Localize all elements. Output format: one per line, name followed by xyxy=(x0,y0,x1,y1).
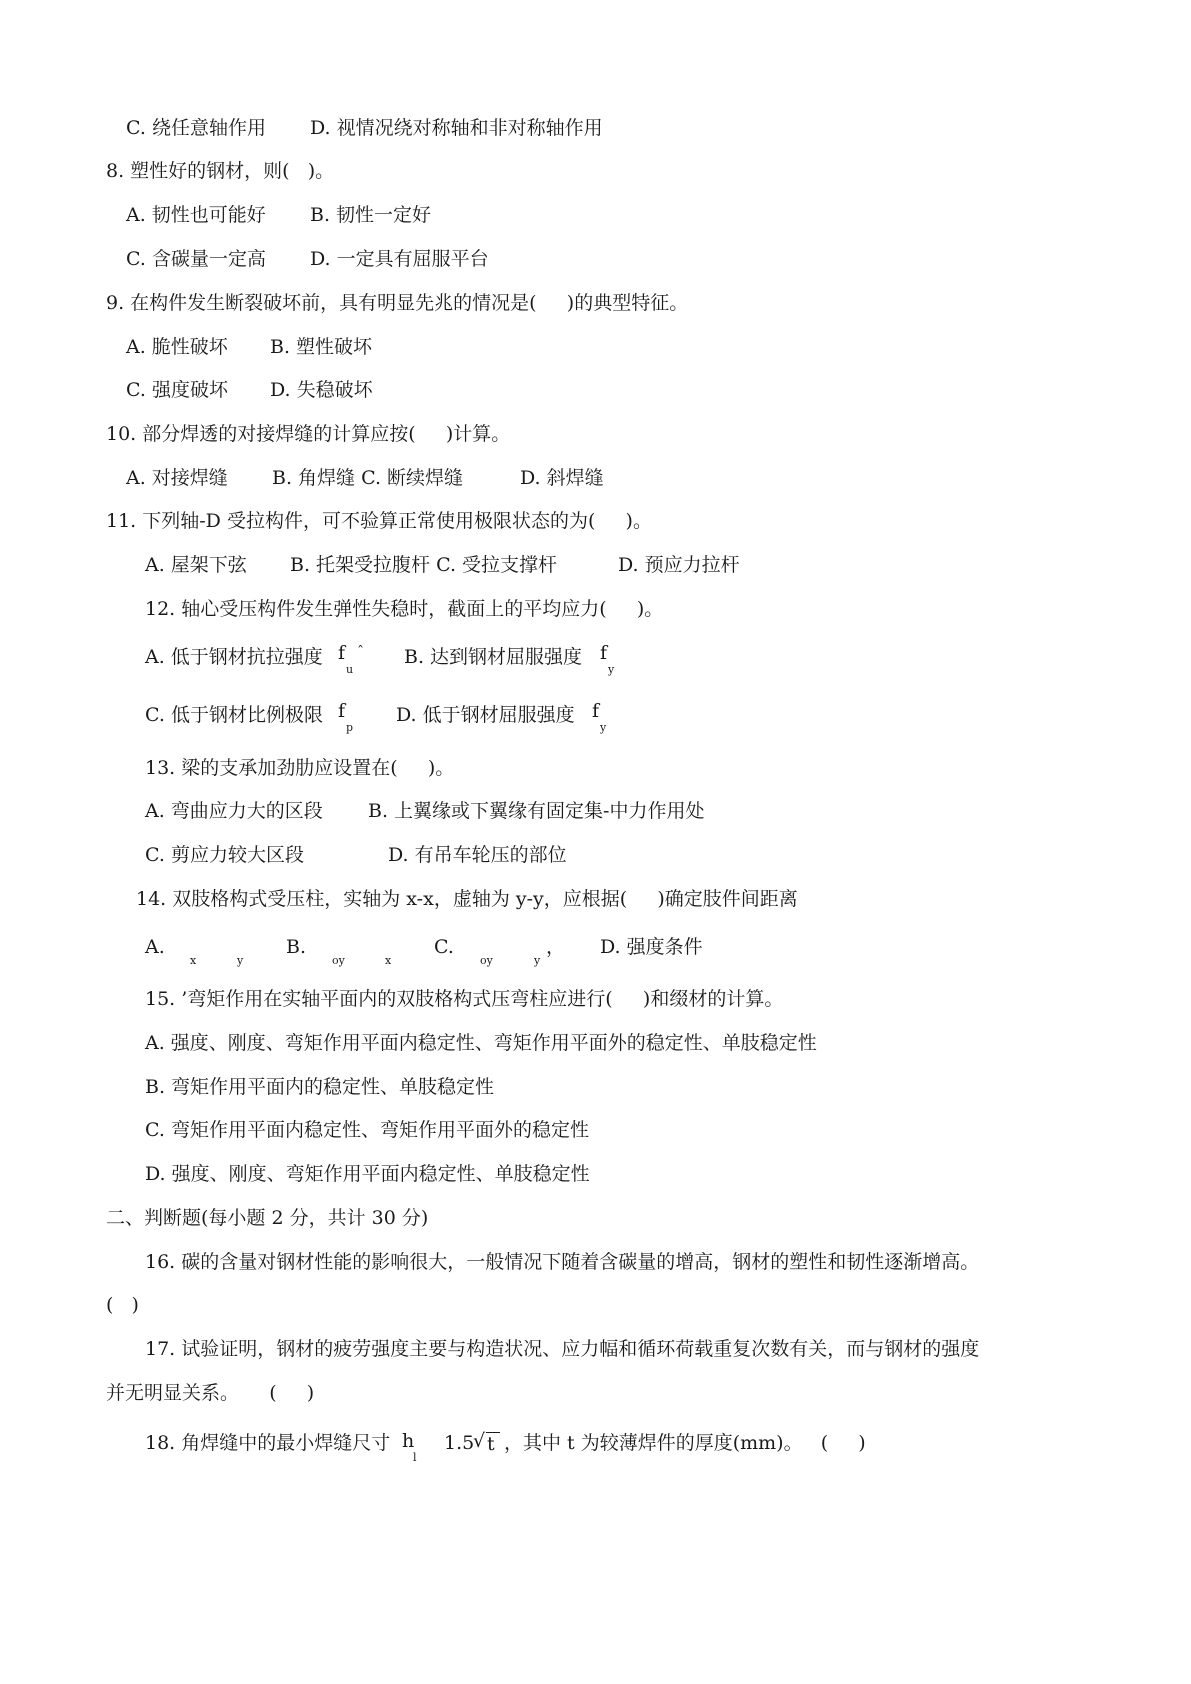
q13-option-c: C. 剪应力较大区段 xyxy=(145,844,304,866)
q8-option-a: A. 韧性也可能好 xyxy=(126,204,266,226)
q14-option-a-subscript-1: x xyxy=(190,954,197,967)
q14-option-a: A. xyxy=(145,936,165,958)
q16-answer-bracket: ( ) xyxy=(106,1294,139,1316)
q12-stem: 12. 轴心受压构件发生弹性失稳时，截面上的平均应力( )。 xyxy=(145,598,664,620)
q8-option-c: C. 含碳量一定高 xyxy=(126,248,266,270)
q10-option-d: D. 斜焊缝 xyxy=(520,467,604,489)
q15-option-c: C. 弯矩作用平面内稳定性、弯矩作用平面外的稳定性 xyxy=(145,1119,589,1141)
q10-option-b: B. 角焊缝 C. 断续焊缝 xyxy=(272,467,464,489)
q14-option-b-subscript-1: oy xyxy=(332,954,345,967)
q14-option-c-comma: ， xyxy=(546,936,566,958)
q18-stem-prefix: 18. 角焊缝中的最小焊缝尺寸 xyxy=(145,1432,391,1454)
q14-option-b: B. xyxy=(286,936,307,958)
q8-stem: 8. 塑性好的钢材，则( )。 xyxy=(106,160,335,182)
q12-option-c-symbol: f xyxy=(338,700,346,722)
q14-option-a-subscript-2: y xyxy=(237,954,244,967)
q14-option-d: D. 强度条件 xyxy=(600,936,703,958)
q12-option-a-subscript: u xyxy=(346,663,354,676)
q18-t-symbol: t xyxy=(487,1433,495,1455)
q9-option-d: D. 失稳破坏 xyxy=(270,379,373,401)
q10-stem: 10. 部分焊透的对接焊缝的计算应按( )计算。 xyxy=(106,423,511,445)
q18-h-symbol: h xyxy=(402,1430,415,1452)
q13-option-a: A. 弯曲应力大的区段 xyxy=(145,800,323,822)
q11-option-b: B. 托架受拉腹杆 C. 受拉支撑杆 xyxy=(290,554,558,576)
q15-stem: 15. ’弯矩作用在实轴平面内的双肢格构式压弯柱应进行( )和缀材的计算。 xyxy=(145,988,784,1010)
section-heading: 二、判断题(每小题 2 分，共计 30 分) xyxy=(106,1207,429,1229)
q12-option-a: A. 低于钢材抗拉强度 xyxy=(145,646,323,668)
q18-stem-suffix: ，其中 t 为较薄焊件的厚度(mm)。 ( ) xyxy=(504,1432,866,1454)
q14-stem: 14. 双肢格构式受压柱，实轴为 x-x，虚轴为 y-y，应根据( )确定肢件间距离 xyxy=(136,888,798,910)
q8-option-d: D. 一定具有屈服平台 xyxy=(310,248,489,270)
q9-stem: 9. 在构件发生断裂破坏前，具有明显先兆的情况是( )的典型特征。 xyxy=(106,292,689,314)
q9-option-c: C. 强度破坏 xyxy=(126,379,228,401)
q11-option-d: D. 预应力拉杆 xyxy=(618,554,740,576)
q12-option-b-subscript: y xyxy=(608,663,615,676)
q13-stem: 13. 梁的支承加劲肋应设置在( )。 xyxy=(145,757,455,779)
q12-option-b-symbol: f xyxy=(600,642,608,664)
q12-option-a-mark: ˆ xyxy=(357,644,364,660)
q14-option-c: C. xyxy=(434,936,454,958)
q11-option-a: A. 屋架下弦 xyxy=(145,554,247,576)
q7-option-d: D. 视情况绕对称轴和非对称轴作用 xyxy=(310,117,603,139)
q15-option-d: D. 强度、刚度、弯矩作用平面内稳定性、单肢稳定性 xyxy=(145,1163,590,1185)
q16-stem: 16. 碳的含量对钢材性能的影响很大，一般情况下随着含碳量的增高，钢材的塑性和韧性逐渐增高。 xyxy=(145,1251,980,1273)
q15-option-a: A. 强度、刚度、弯矩作用平面内稳定性、弯矩作用平面外的稳定性、单肢稳定性 xyxy=(145,1032,817,1054)
q9-option-b: B. 塑性破坏 xyxy=(270,336,373,358)
q12-option-a-symbol: f xyxy=(338,642,346,664)
q8-option-b: B. 韧性一定好 xyxy=(310,204,432,226)
q13-option-b: B. 上翼缘或下翼缘有固定集-中力作用处 xyxy=(368,800,705,822)
q12-option-c: C. 低于钢材比例极限 xyxy=(145,704,323,726)
q12-option-d-subscript: y xyxy=(600,721,607,734)
q10-option-a: A. 对接焊缝 xyxy=(126,467,228,489)
q11-stem: 11. 下列轴-D 受拉构件，可不验算正常使用极限状态的为( )。 xyxy=(106,510,652,532)
q17-stem: 17. 试验证明，钢材的疲劳强度主要与构造状况、应力幅和循环荷载重复次数有关，而与钢材的强度 xyxy=(145,1338,980,1360)
q13-option-d: D. 有吊车轮压的部位 xyxy=(388,844,567,866)
q12-option-d-symbol: f xyxy=(592,700,600,722)
q18-radical-sign: √ xyxy=(473,1430,486,1452)
q12-option-b: B. 达到钢材屈服强度 xyxy=(404,646,583,668)
q17-stem-continued: 并无明显关系。 ( ) xyxy=(106,1382,315,1404)
q14-option-b-subscript-2: x xyxy=(385,954,392,967)
q14-option-c-subscript-2: y xyxy=(534,954,541,967)
q18-coefficient: 1.5 xyxy=(444,1432,475,1454)
q15-option-b: B. 弯矩作用平面内的稳定性、单肢稳定性 xyxy=(145,1076,495,1098)
q12-option-c-subscript: p xyxy=(346,721,354,734)
q12-option-d: D. 低于钢材屈服强度 xyxy=(396,704,575,726)
q14-option-c-subscript-1: oy xyxy=(480,954,493,967)
q18-h-subscript: l xyxy=(413,1451,417,1464)
q7-option-c: C. 绕任意轴作用 xyxy=(126,117,266,139)
q9-option-a: A. 脆性破坏 xyxy=(126,336,228,358)
